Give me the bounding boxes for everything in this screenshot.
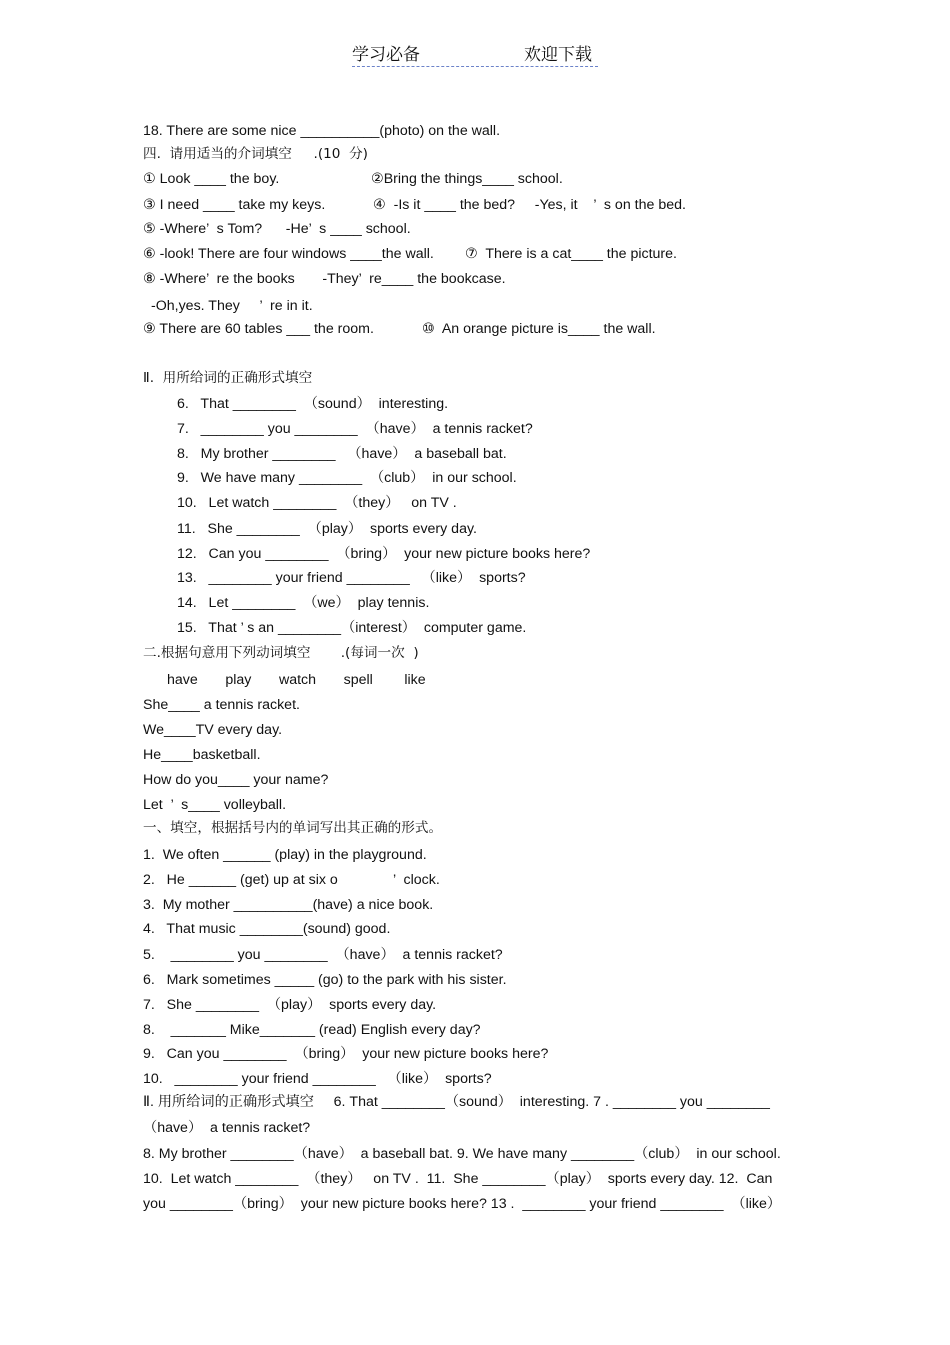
worksheet-line: 9. We have many ________ （club） in our school. xyxy=(177,470,517,486)
worksheet-line: 4. That music ________(sound) good. xyxy=(143,921,391,937)
worksheet-line: 11. She ________ （play） sports every day. xyxy=(177,521,477,537)
worksheet-line: -Oh,yes. They ’ re in it. xyxy=(151,298,313,314)
worksheet-line: ⑥ -look! There are four windows ____the wall. xyxy=(143,246,434,262)
worksheet-line: 10. ________ your friend ________ （like） sports? xyxy=(143,1071,492,1087)
worksheet-line: 7. She ________ （play） sports every day. xyxy=(143,997,437,1013)
worksheet-line: 18. There are some nice __________(photo) on the wall. xyxy=(143,123,501,139)
worksheet-line: Ⅱ. 用所给词的正确形式填空 xyxy=(143,370,313,386)
worksheet-line: ⑤ -Where’ s Tom? -He’ s ____ school. xyxy=(143,221,411,237)
worksheet-line: 10. Let watch ________ （they） on TV . 11. She ________（play） sports every day. 12. Can xyxy=(143,1171,773,1187)
worksheet-line: Let ’ s____ volleyball. xyxy=(143,797,287,813)
worksheet-line: 13. ________ your friend ________ （like） sports? xyxy=(177,570,526,586)
worksheet-line: 7. ________ you ________ （have） a tennis racket? xyxy=(177,421,533,437)
worksheet-line: He____basketball. xyxy=(143,747,261,763)
worksheet-line: （have） a tennis racket? xyxy=(143,1120,311,1136)
worksheet-line: ⑨ There are 60 tables ___ the room. xyxy=(143,321,374,337)
worksheet-line: 一、填空，根据括号内的单词写出其正确的形式。 xyxy=(143,820,443,836)
worksheet-line: 8. My brother ________（have） a baseball bat. 9. We have many ________（club） in our school. xyxy=(143,1146,781,1162)
worksheet-line: How do you____ your name? xyxy=(143,772,329,788)
worksheet-line: ① Look ____ the boy. xyxy=(143,171,280,187)
worksheet-line: 14. Let ________ （we） play tennis. xyxy=(177,595,430,611)
worksheet-line: 2. He ______ (get) up at six o ’ clock. xyxy=(143,872,440,888)
worksheet-line: ⑧ -Where’ re the books -They’ re____ the bookcase. xyxy=(143,271,506,287)
worksheet-line: ④ -Is it ____ the bed? -Yes, it ’ s on the bed. xyxy=(373,197,686,213)
worksheet-line: 12. Can you ________ （bring） your new picture books here? xyxy=(177,546,591,562)
worksheet-line: you ________（bring） your new picture books here? 13 . ________ your friend ________ （like） xyxy=(143,1196,782,1212)
worksheet-line: 四. 请用适当的介词填空 .(10 分) xyxy=(143,146,368,162)
header-right-text: 欢迎下载 xyxy=(524,45,592,65)
worksheet-line: 9. Can you ________ （bring） your new picture books here? xyxy=(143,1046,549,1062)
worksheet-line: 二.根据句意用下列动词填空 .(每词一次 ) xyxy=(143,645,419,661)
worksheet-line: ②Bring the things____ school. xyxy=(371,171,563,187)
worksheet-line: 15. That ’ s an ________（interest） computer game. xyxy=(177,620,527,636)
worksheet-line: 10. Let watch ________ （they） on TV . xyxy=(177,495,457,511)
worksheet-line: 1. We often ______ (play) in the playground. xyxy=(143,847,427,863)
worksheet-line: Ⅱ. 用所给词的正确形式填空 6. That ________（sound） interesting. 7 . ________ you ________ xyxy=(143,1094,770,1110)
worksheet-line: 6. Mark sometimes _____ (go) to the park with his sister. xyxy=(143,972,507,988)
page-header xyxy=(352,40,598,67)
worksheet-line: have play watch spell like xyxy=(167,672,426,688)
worksheet-line: ⑦ There is a cat____ the picture. xyxy=(465,246,677,262)
worksheet-line: We____TV every day. xyxy=(143,722,283,738)
worksheet-line: 6. That ________ （sound） interesting. xyxy=(177,396,449,412)
worksheet-line: 8. My brother ________ （have） a baseball bat. xyxy=(177,446,507,462)
worksheet-line: ⑩ An orange picture is____ the wall. xyxy=(422,321,656,337)
header-left-text: 学习必备 xyxy=(352,45,420,65)
worksheet-line: ③ I need ____ take my keys. xyxy=(143,197,326,213)
worksheet-line: 8. _______ Mike_______ (read) English every day? xyxy=(143,1022,481,1038)
worksheet-line: She____ a tennis racket. xyxy=(143,697,300,713)
worksheet-line: 3. My mother __________(have) a nice book. xyxy=(143,897,434,913)
worksheet-line: 5. ________ you ________ （have） a tennis racket? xyxy=(143,947,503,963)
